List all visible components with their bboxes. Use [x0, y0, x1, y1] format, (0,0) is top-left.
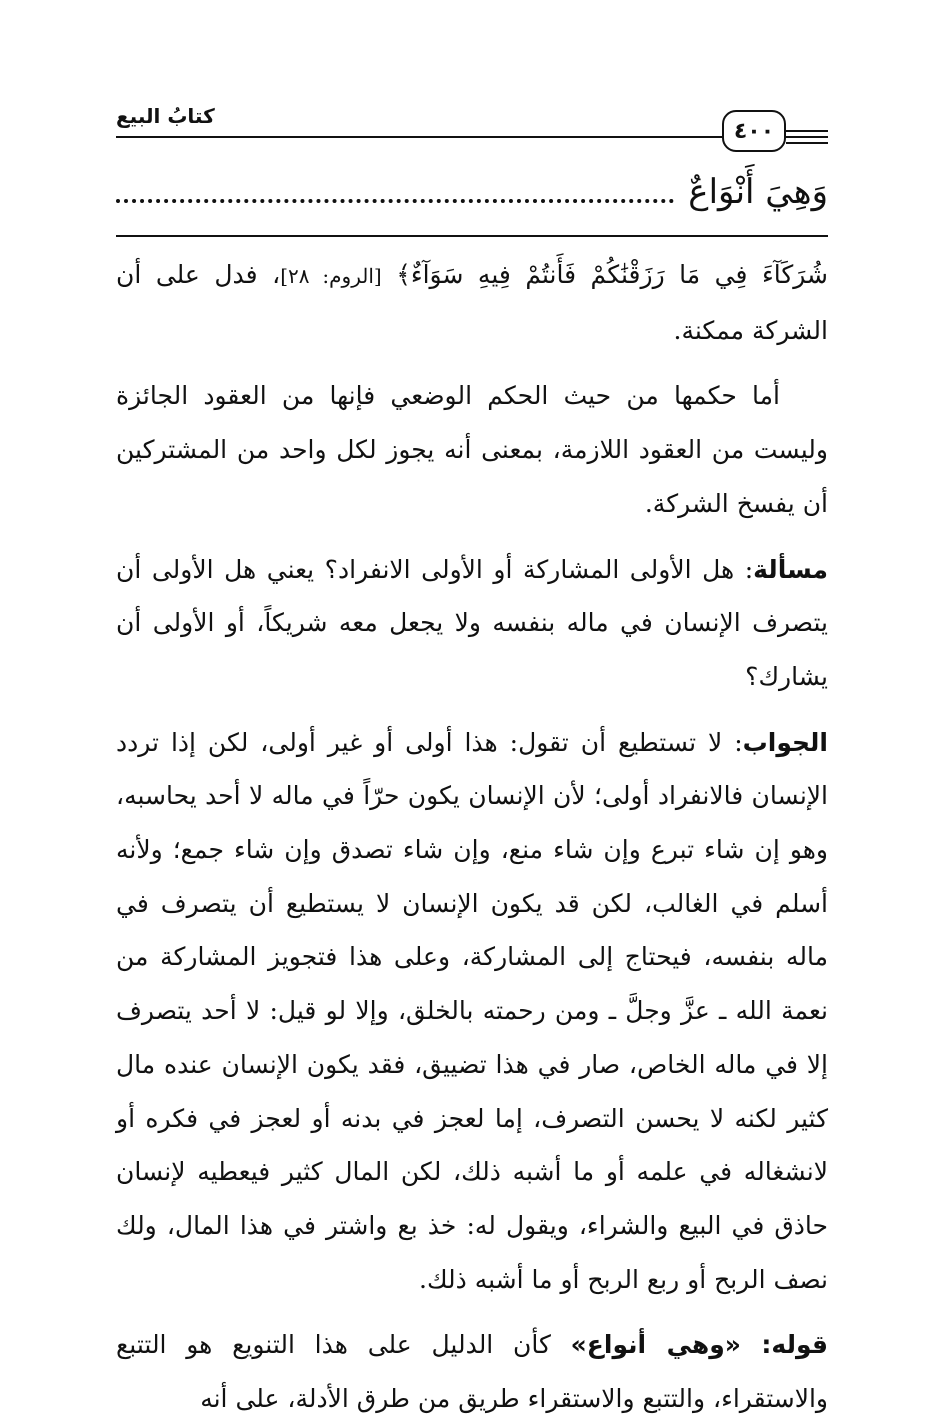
matn-text: وَهِيَ أَنْوَاعٌ [688, 172, 828, 212]
matn-separator [116, 235, 828, 237]
paragraph-text: ، فدل على أن الشركة ممكنة. [116, 260, 828, 345]
commentary-label: قوله [771, 1330, 828, 1360]
matn-quote: : «وهي أنواع» [570, 1330, 772, 1360]
dotted-leader [116, 199, 674, 203]
matn-heading [116, 160, 828, 224]
paragraph-text: : هل الأولى المشاركة أو الأولى الانفراد؟ يعني هل الأولى أن يتصرف الإنسان في ماله بنفسه ولا يجعل معه شريكاً، أو الأولى أن يشارك؟ [116, 554, 828, 691]
page-number: ٤٠٠ [733, 118, 775, 144]
header-ornament-rule [786, 136, 828, 138]
answer-label: الجواب [742, 727, 828, 757]
paragraph [116, 1318, 828, 1425]
paragraph [116, 248, 828, 357]
paragraph [116, 716, 828, 1307]
paragraph [116, 543, 828, 704]
body-text [116, 248, 828, 1426]
paragraph-text: : لا تستطيع أن تقول: هذا أولى أو غير أولى، لكن إذا تردد الإنسان فالانفراد أولى؛ لأن الإنسان يكون حرّاً في ماله لا أحد يحاسبه، وهو إن شاء تبرع وإن شاء منع، وإن شاء تصدق وإن شاء جمع؛ ولأنه أسلم في الغالب، لكن قد يكون الإنسان لا يستطيع أن يتصرف في ماله بنفسه، فيحتاج إلى المشاركة، وعلى هذا فتجويز المشاركة من نعمة الله ـ عزَّ وجلَّ ـ ومن رحمته بالخلق، وإلا لو قيل: لا أحد يتصرف إلا في ماله الخاص، صار في هذا تضييق، فقد يكون الإنسان عنده مال كثير لكنه لا يحسن التصرف، إما لعجز في بدنه أو لعجز في فكره أو لانشغاله في علمه أو ما أشبه ذلك، لكن المال كثير فيعطيه لإنسان حاذق في البيع والشراء، ويقول له: خذ بع واشتر في هذا المال، ولك نصف الربح أو ربع الربح أو ما أشبه ذلك. [116, 727, 828, 1294]
issue-label: مسألة [753, 554, 828, 584]
header-ornament-rule [786, 142, 828, 144]
paragraph-text: كأن الدليل على هذا التنويع هو التتبع والاستقراء، والتتبع والاستقراء طريق من طرق الأدلة، على أنه [116, 1330, 828, 1414]
book-title: كتابُ البيع [116, 104, 215, 128]
header-ornament-rule [786, 130, 828, 132]
verse-reference: [الروم: ٢٨] [280, 264, 382, 288]
paragraph: أما حكمها من حيث الحكم الوضعي فإنها من العقود الجائزة وليست من العقود اللازمة، بمعنى أنه يجوز لكل واحد من المشتركين أن يفسخ الشركة. [116, 381, 828, 518]
page-number-frame [722, 110, 786, 152]
running-header [116, 102, 828, 152]
header-rule [116, 136, 722, 138]
quran-verse: شُرَكَآءَ فِي مَا رَزَقْنَٰكُمْ فَأَنتُمْ فِيهِ سَوَآءٌ﴾ [396, 260, 828, 289]
